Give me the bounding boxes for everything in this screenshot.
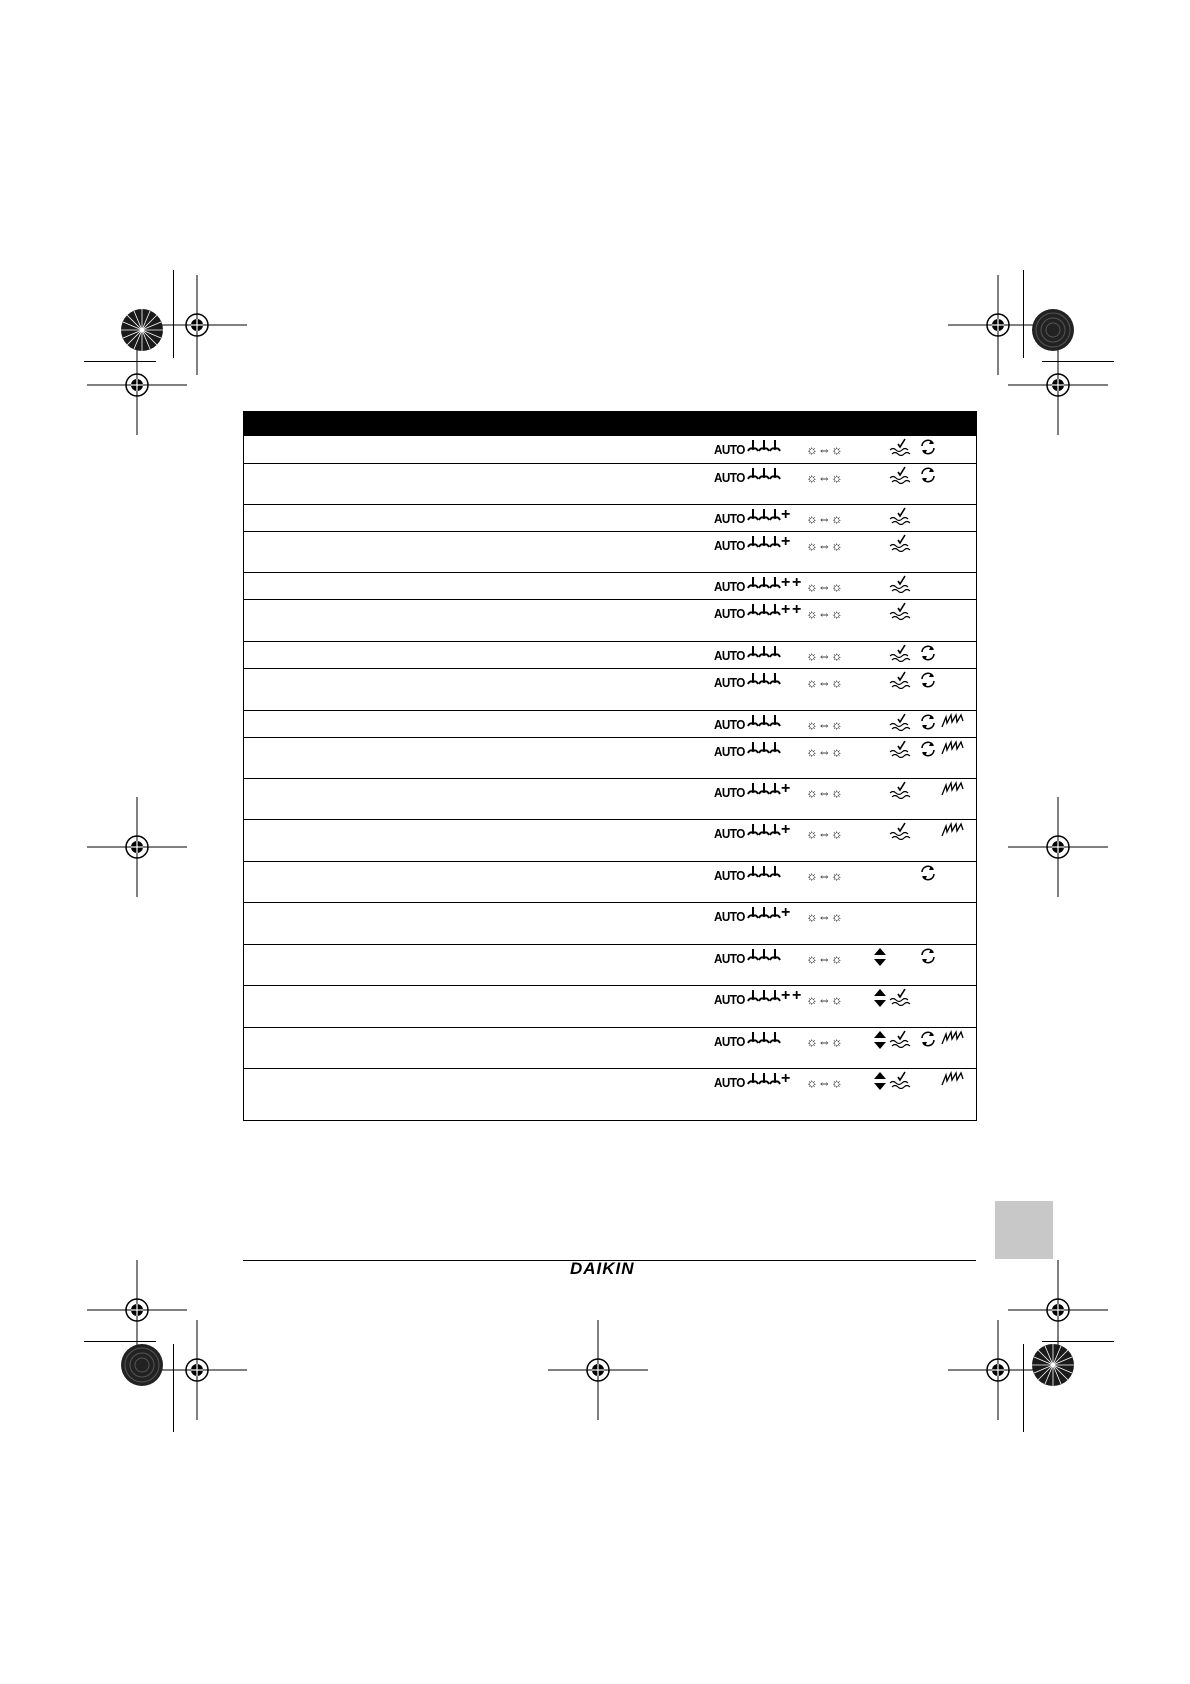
cool-heat-switch-icon: ☼⇔☼	[806, 992, 843, 1007]
swing-icon	[918, 947, 938, 970]
dry-icon	[889, 671, 911, 694]
cool-heat-switch-icon: ☼⇔☼	[806, 675, 843, 690]
table-row	[244, 572, 976, 599]
fan-icon	[769, 713, 781, 734]
fan-icon	[769, 988, 781, 1009]
plus-icon: +	[792, 574, 802, 591]
dry-icon	[889, 988, 911, 1011]
dry-icon	[889, 1030, 911, 1053]
table-row	[244, 710, 976, 737]
fan-auto-label: AUTO	[714, 785, 745, 800]
plus-icon: +	[781, 987, 791, 1004]
dry-icon	[889, 822, 911, 845]
cool-heat-switch-icon: ☼⇔☼	[806, 868, 843, 883]
fan-auto-label: AUTO	[714, 579, 745, 594]
swing-icon	[918, 466, 938, 489]
fan-icon	[769, 671, 781, 692]
fan-auto-label: AUTO	[714, 511, 745, 526]
heat-icon	[941, 740, 965, 761]
heat-icon	[941, 713, 965, 734]
heat-icon	[941, 1071, 965, 1092]
daikin-logo: DAIKIN	[570, 1259, 635, 1278]
swing-icon	[918, 438, 938, 461]
table-row	[244, 668, 976, 710]
cool-heat-switch-icon: ☼⇔☼	[806, 579, 843, 594]
fan-auto-label: AUTO	[714, 606, 745, 621]
table-row	[244, 1027, 976, 1068]
dry-icon	[889, 534, 911, 557]
swing-icon	[918, 864, 938, 887]
table-row	[244, 778, 976, 819]
fan-auto-label: AUTO	[714, 992, 745, 1007]
fan-icon	[769, 438, 781, 459]
table-row	[244, 902, 976, 944]
fan-auto-label: AUTO	[714, 442, 745, 457]
cool-heat-switch-icon: ☼⇔☼	[806, 538, 843, 553]
table-row	[244, 1068, 976, 1125]
cool-heat-switch-icon: ☼⇔☼	[806, 470, 843, 485]
dry-icon	[889, 602, 911, 625]
dry-icon	[889, 740, 911, 763]
table-row	[244, 641, 976, 668]
plus-icon: +	[781, 574, 791, 591]
cool-heat-switch-icon: ☼⇔☼	[806, 951, 843, 966]
plus-icon: +	[781, 821, 791, 838]
fan-auto-label: AUTO	[714, 951, 745, 966]
fan-icon	[769, 740, 781, 761]
table-row	[244, 504, 976, 531]
cool-heat-switch-icon: ☼⇔☼	[806, 511, 843, 526]
fan-auto-label: AUTO	[714, 717, 745, 732]
heat-icon	[941, 1030, 965, 1051]
cool-heat-switch-icon: ☼⇔☼	[806, 606, 843, 621]
fan-icon	[769, 864, 781, 885]
fan-icon	[769, 534, 781, 555]
fan-icon	[769, 1071, 781, 1092]
dry-icon	[889, 507, 911, 530]
plus-icon: +	[781, 904, 791, 921]
updown-icon	[873, 1071, 887, 1096]
cool-heat-switch-icon: ☼⇔☼	[806, 785, 843, 800]
plus-icon: +	[781, 533, 791, 550]
plus-icon: +	[781, 1070, 791, 1087]
fan-auto-label: AUTO	[714, 648, 745, 663]
table-row	[244, 599, 976, 641]
fan-auto-label: AUTO	[714, 744, 745, 759]
fan-auto-label: AUTO	[714, 538, 745, 553]
table-row	[244, 531, 976, 572]
fan-auto-label: AUTO	[714, 675, 745, 690]
cool-heat-switch-icon: ☼⇔☼	[806, 909, 843, 924]
plus-icon: +	[781, 780, 791, 797]
updown-icon	[873, 988, 887, 1013]
swing-icon	[918, 713, 938, 736]
heat-icon	[941, 781, 965, 802]
fan-icon	[769, 644, 781, 665]
table-row	[244, 944, 976, 985]
cool-heat-switch-icon: ☼⇔☼	[806, 717, 843, 732]
fan-icon	[769, 507, 781, 528]
plus-icon: +	[792, 987, 802, 1004]
cool-heat-switch-icon: ☼⇔☼	[806, 744, 843, 759]
cool-heat-switch-icon: ☼⇔☼	[806, 1034, 843, 1049]
table-row	[244, 985, 976, 1027]
fan-icon	[769, 781, 781, 802]
fan-icon	[769, 905, 781, 926]
table-row	[244, 819, 976, 861]
fan-auto-label: AUTO	[714, 470, 745, 485]
dry-icon	[889, 713, 911, 736]
fan-auto-label: AUTO	[714, 1034, 745, 1049]
plus-icon: +	[781, 601, 791, 618]
function-table	[243, 411, 977, 1121]
fan-icon	[769, 822, 781, 843]
cool-heat-switch-icon: ☼⇔☼	[806, 442, 843, 457]
cool-heat-switch-icon: ☼⇔☼	[806, 648, 843, 663]
dry-icon	[889, 466, 911, 489]
table-header-bar	[244, 412, 976, 436]
fan-auto-label: AUTO	[714, 1075, 745, 1090]
swing-icon	[918, 1030, 938, 1053]
heat-icon	[941, 822, 965, 843]
table-row	[244, 861, 976, 902]
plus-icon: +	[781, 506, 791, 523]
table-row	[244, 463, 976, 504]
dry-icon	[889, 1071, 911, 1094]
fan-icon	[769, 466, 781, 487]
table-row	[244, 737, 976, 778]
swing-icon	[918, 671, 938, 694]
dry-icon	[889, 644, 911, 667]
page-tab	[995, 1201, 1053, 1259]
dry-icon	[889, 781, 911, 804]
swing-icon	[918, 740, 938, 763]
dry-icon	[889, 438, 911, 461]
fan-auto-label: AUTO	[714, 868, 745, 883]
fan-auto-label: AUTO	[714, 826, 745, 841]
fan-icon	[769, 575, 781, 596]
table-row	[244, 436, 976, 463]
swing-icon	[918, 644, 938, 667]
updown-icon	[873, 947, 887, 972]
fan-icon	[769, 602, 781, 623]
fan-icon	[769, 1030, 781, 1051]
fan-auto-label: AUTO	[714, 909, 745, 924]
fan-icon	[769, 947, 781, 968]
plus-icon: +	[792, 601, 802, 618]
dry-icon	[889, 575, 911, 598]
cool-heat-switch-icon: ☼⇔☼	[806, 826, 843, 841]
cool-heat-switch-icon: ☼⇔☼	[806, 1075, 843, 1090]
updown-icon	[873, 1030, 887, 1055]
